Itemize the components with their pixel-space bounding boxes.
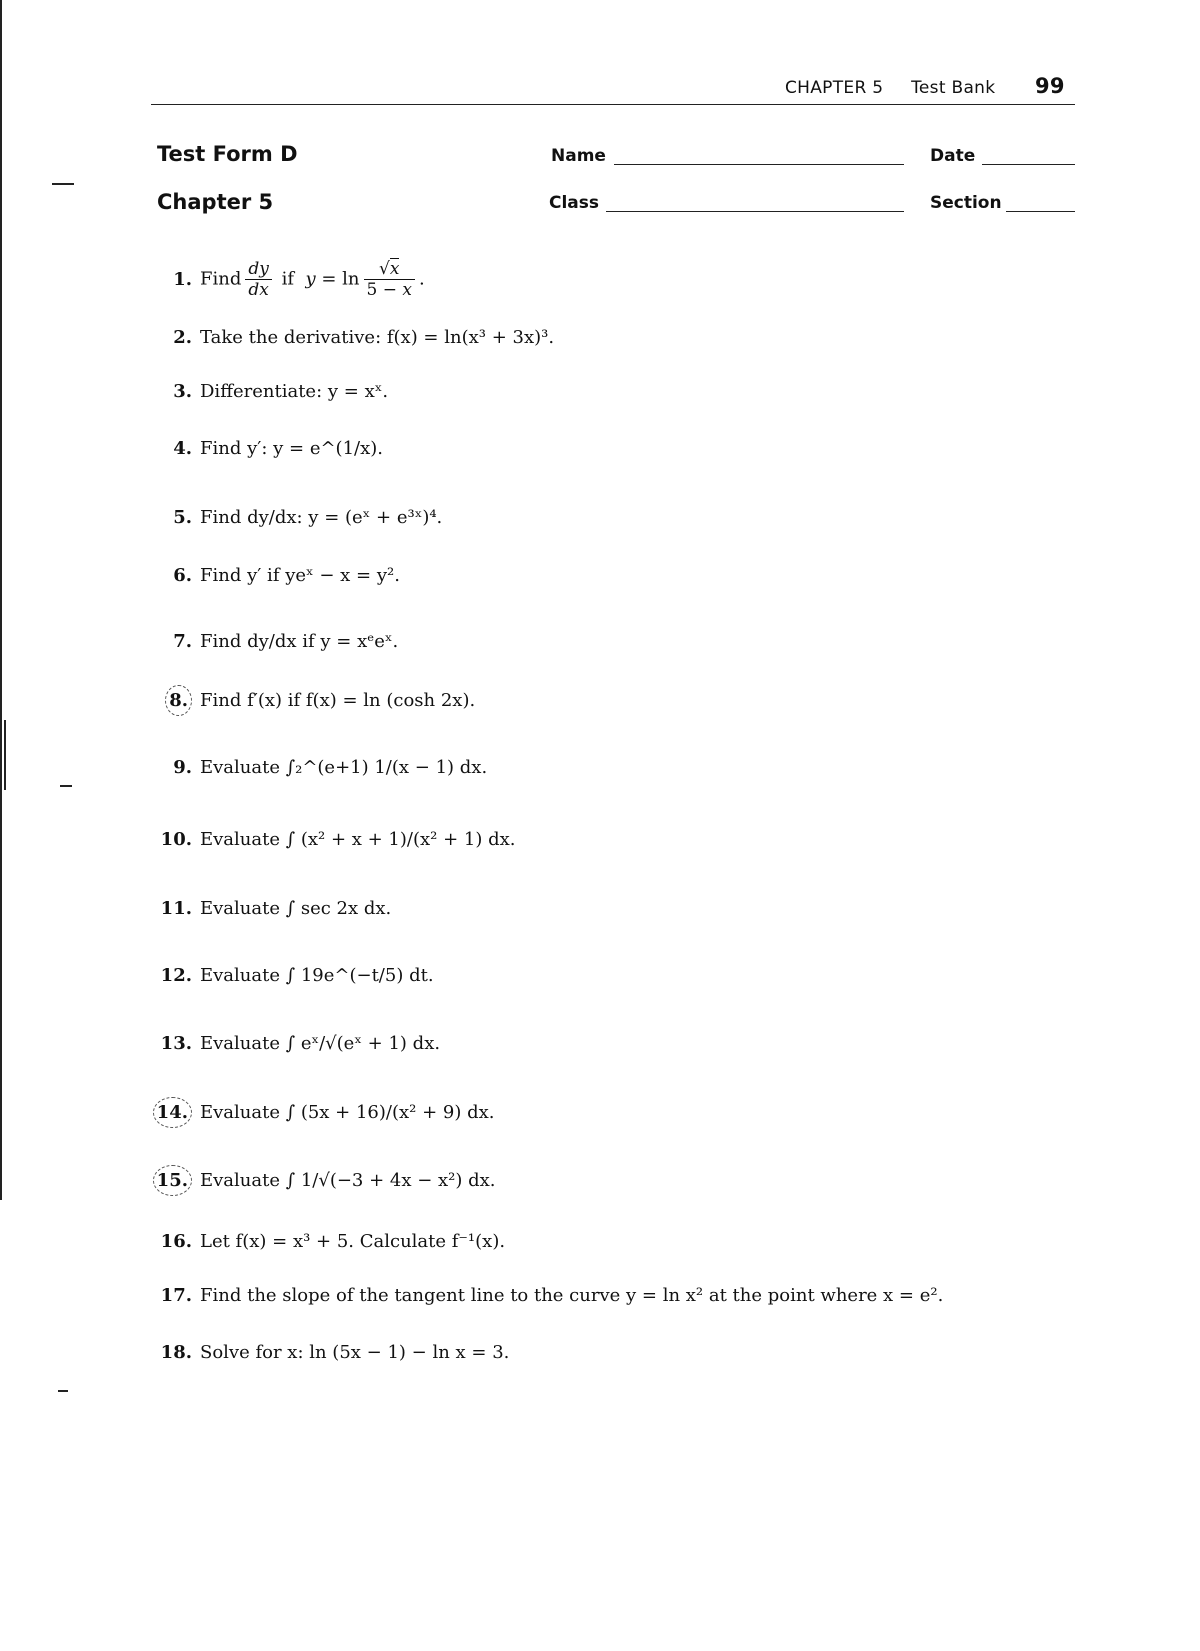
question-6 — [150, 560, 1070, 590]
question-text: Evaluate ∫ 1/√(−3 + 4x − x²) dx. — [200, 1169, 496, 1191]
question-13 — [150, 1016, 1070, 1070]
question-number: 6. — [173, 564, 192, 586]
question-number: 14. — [153, 1097, 192, 1128]
chapter-title: Chapter 5 — [157, 190, 274, 214]
form-title: Test Form D — [157, 142, 298, 166]
date-label: Date — [930, 146, 976, 166]
question-14 — [150, 1087, 1070, 1137]
question-10 — [150, 814, 1070, 864]
section-field-line[interactable] — [1006, 211, 1075, 212]
name-field-line[interactable] — [614, 164, 904, 165]
question-number: 11. — [160, 897, 192, 919]
question-number: 4. — [173, 437, 192, 459]
question-number: 16. — [160, 1230, 192, 1252]
question-11 — [150, 885, 1070, 931]
question-number: 2. — [173, 326, 192, 348]
class-label: Class — [549, 193, 600, 213]
scan-edge-mark — [60, 785, 72, 787]
question-text: Evaluate ∫ eˣ/√(eˣ + 1) dx. — [200, 1032, 441, 1054]
question-number: 5. — [173, 506, 192, 528]
question-number: 15. — [153, 1165, 192, 1196]
question-text: Evaluate ∫ 19e^(−t/5) dt. — [200, 964, 434, 986]
question-text: Evaluate ∫ (x² + x + 1)/(x² + 1) dx. — [200, 828, 516, 850]
name-label: Name — [551, 146, 606, 166]
question-18 — [150, 1337, 1070, 1367]
question-text: Evaluate ∫ (5x + 16)/(x² + 9) dx. — [200, 1101, 495, 1123]
question-1: 1. Find $\frac{dy}{dx}$ if y = ln $\frac{√x}{5 - x}$ . — [150, 256, 1070, 302]
question-text: Find y′: y = e^(1/x). — [200, 437, 383, 459]
question-2 — [150, 322, 1070, 352]
section-label: Section — [930, 193, 1002, 213]
question-text: Evaluate ∫ sec 2x dx. — [200, 897, 392, 919]
question-3 — [150, 376, 1070, 406]
question-17 — [150, 1280, 1070, 1310]
question-text: Evaluate ∫₂^(e+1) 1/(x − 1) dx. — [200, 756, 488, 778]
question-number: 1. — [173, 268, 192, 290]
question-text: Take the derivative: f(x) = ln(x³ + 3x)³. — [200, 326, 555, 348]
running-head-section: Test Bank — [911, 78, 996, 98]
question-12 — [150, 952, 1070, 998]
question-7 — [150, 618, 1070, 664]
scan-edge-mark — [58, 1390, 68, 1392]
question-text: Find dy/dx if y = xᵉeˣ. — [200, 630, 399, 652]
question-number: 10. — [160, 828, 192, 850]
question-number: 8. — [165, 685, 192, 716]
question-9 — [150, 740, 1070, 794]
page-number: 99 — [1035, 74, 1065, 98]
question-text: Differentiate: y = xˣ. — [200, 380, 389, 402]
question-5 — [150, 494, 1070, 540]
question-text: Find f′(x) if f(x) = ln (cosh 2x). — [200, 689, 476, 711]
question-15 — [150, 1153, 1070, 1207]
question-number: 12. — [160, 964, 192, 986]
question-number: 18. — [160, 1341, 192, 1363]
question-number: 7. — [173, 630, 192, 652]
question-text: Find the slope of the tangent line to the curve y = ln x² at the point where x = e². — [200, 1284, 944, 1306]
question-text: Let f(x) = x³ + 5. Calculate f⁻¹(x). — [200, 1230, 506, 1252]
class-field-line[interactable] — [606, 211, 904, 212]
question-text: Find dy/dx: y = (eˣ + e³ˣ)⁴. — [200, 506, 443, 528]
question-text: Find y′ if yeˣ − x = y². — [200, 564, 400, 586]
running-head-chapter: CHAPTER 5 — [785, 78, 884, 98]
scan-edge-mark — [52, 183, 74, 185]
scan-edge-mark — [4, 720, 6, 790]
question-4 — [150, 433, 1070, 463]
question-text: Solve for x: ln (5x − 1) − ln x = 3. — [200, 1341, 510, 1363]
question-16 — [150, 1226, 1070, 1256]
header-rule — [151, 104, 1075, 105]
question-number: 9. — [173, 756, 192, 778]
date-field-line[interactable] — [982, 164, 1075, 165]
scan-edge-line — [0, 0, 2, 1200]
question-8 — [150, 683, 1070, 717]
question-number: 13. — [160, 1032, 192, 1054]
running-head — [785, 74, 1065, 98]
question-number: 17. — [160, 1284, 192, 1306]
question-number: 3. — [173, 380, 192, 402]
